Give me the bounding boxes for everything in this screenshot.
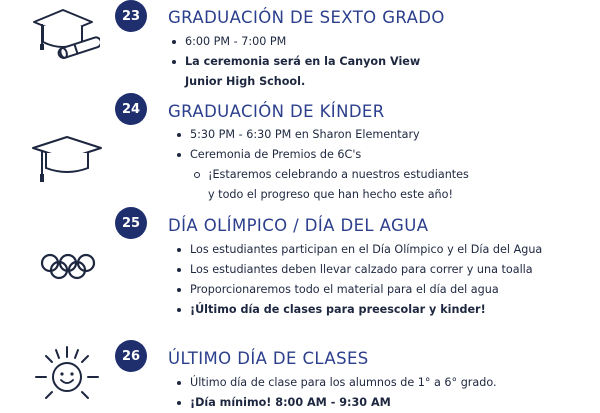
diploma-cap-icon [30,8,100,66]
event-detail: ¡Día mínimo! 8:00 AM - 9:30 AM [176,393,497,413]
event-detail-continued: Junior High School. [185,75,306,88]
date-badge: 26 [115,340,147,372]
sun-icon [34,344,100,410]
event-title: GRADUACIÓN DE KÍNDER [168,102,385,121]
event-detail: 5:30 PM - 6:30 PM en Sharon Elementary [176,125,469,145]
date-badge: 23 [115,0,147,32]
event-detail: Último día de clase para los alumnos de 1° a 6° grado. [176,373,497,393]
date-badge: 25 [115,207,147,239]
date-badge: 24 [115,93,147,125]
event-detail: Los estudiantes participan en el Día Olímpico y el Día del Agua [176,240,542,260]
olympic-rings-icon [40,253,96,285]
event-title: DÍA OLÍMPICO / DÍA DEL AGUA [168,216,429,235]
event-detail: Proporcionaremos todo el material para el día del agua [176,280,542,300]
event-detail: 6:00 PM - 7:00 PM [171,32,420,52]
event-title: GRADUACIÓN DE SEXTO GRADO [168,8,445,27]
event-detail: ¡Último día de clases para preescolar y kinder! [176,300,542,320]
event-subdetail-continued: y todo el progreso que han hecho este año! [208,188,453,201]
event-title: ÚLTIMO DÍA DE CLASES [168,349,369,368]
event-detail: Ceremonia de Premios de 6C's [176,145,469,165]
event-detail: La ceremonia será en la Canyon View [171,52,420,72]
event-subdetail: ¡Estaremos celebrando a nuestros estudiantes [176,165,469,185]
event-detail: Los estudiantes deben llevar calzado para correr y una toalla [176,260,542,280]
graduation-cap-icon [30,136,104,190]
